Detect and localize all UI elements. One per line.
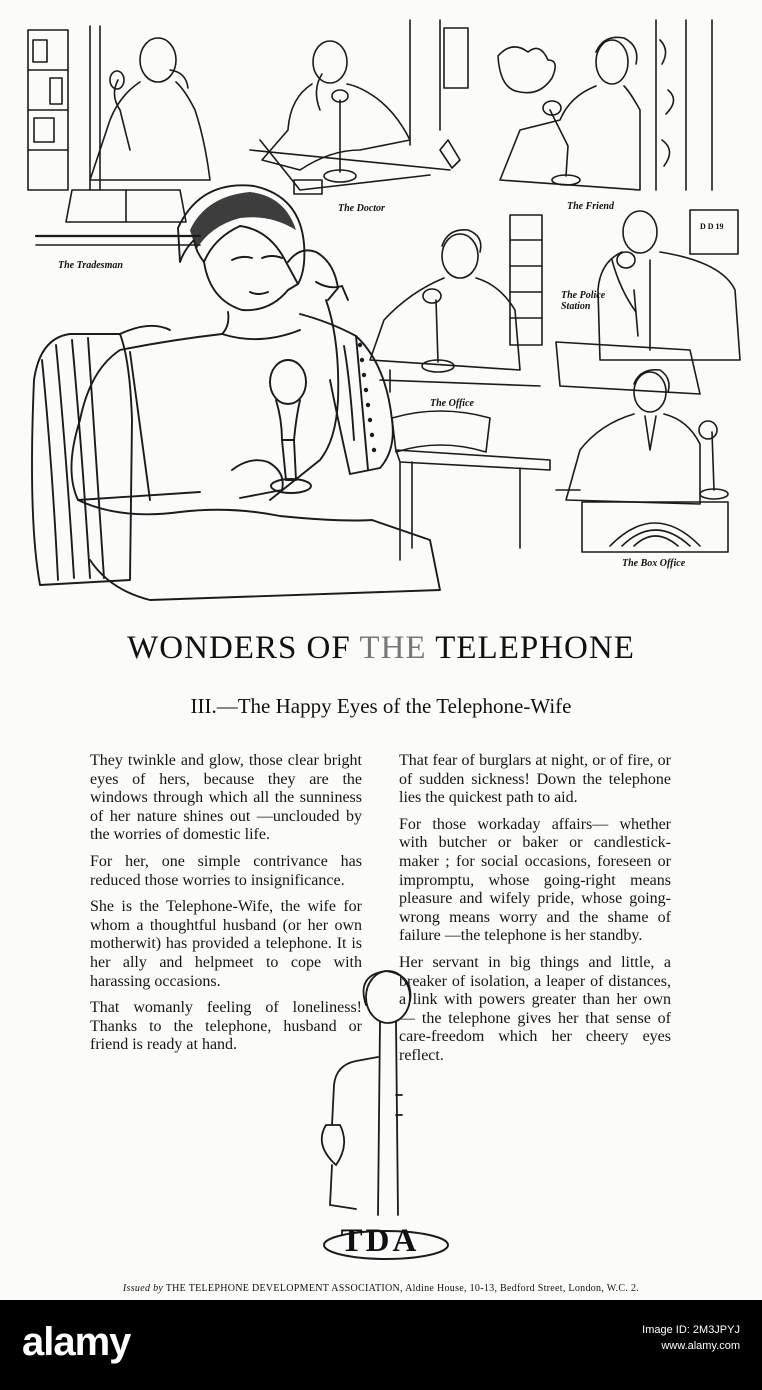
footer-issued-by: Issued by xyxy=(122,1283,164,1294)
footer-address: Aldine House, 10-13, Bedford Street, London, W.C. 2. xyxy=(405,1283,640,1294)
doctor-vignette xyxy=(250,20,468,194)
watermark-meta xyxy=(642,1322,740,1354)
right-paragraph: For those workaday affairs— whether with butcher or baker or candlestick-maker ; for social occasions, foreseen or impromptu, whose going-right means pleasure and wifely pride, whose going-wrong means worry and the shame of failure —the telephone is her standby. xyxy=(399,815,671,945)
watermark-site: www.alamy.com xyxy=(661,1340,740,1352)
stock-watermark-band xyxy=(0,1300,762,1390)
right-column xyxy=(399,752,671,1074)
right-paragraph: Her servant in big things and little, a breaker of isolation, a leaper of distances, a link with powers greater than her own — the telephone gives her that sense of care-freedom which her cheery eyes reflect. xyxy=(399,953,671,1064)
alamy-logo: alamy xyxy=(22,1320,131,1364)
office-vignette xyxy=(370,215,550,548)
left-paragraph: For her, one simple contrivance has reduced those worries to insignificance. xyxy=(90,852,362,889)
caption-office: The Office xyxy=(430,398,474,409)
subtitle: III.—The Happy Eyes of the Telephone-Wife xyxy=(190,694,572,718)
tradesman-vignette xyxy=(28,26,210,245)
tda-logo: TDA xyxy=(340,1222,420,1259)
illustration-drawing xyxy=(0,0,762,610)
right-paragraph: That fear of burglars at night, or of fire, or of sudden sickness! Down the telephone lies the quickest path to aid. xyxy=(399,752,671,807)
left-paragraph: She is the Telephone-Wife, the wife for whom a thoughtful husband (or her own motherwit) has provided a telephone. It is her ally and helpmeet to cope with harassing occasions. xyxy=(90,898,362,990)
headline-part-2: THE xyxy=(359,630,427,666)
caption-police-station: The Police Station xyxy=(561,290,606,312)
left-column xyxy=(90,752,362,1063)
image-id-label: Image ID: 2M3JPYJ xyxy=(642,1324,740,1336)
page-title xyxy=(0,630,762,667)
box-office-vignette xyxy=(556,370,728,552)
footer-organisation: THE TELEPHONE DEVELOPMENT ASSOCIATION, xyxy=(163,1283,406,1294)
caption-box-office: The Box Office xyxy=(622,558,686,569)
caption-friend: The Friend xyxy=(567,201,614,212)
headline-part-1: WONDERS OF xyxy=(127,630,360,666)
caption-doctor: The Doctor xyxy=(338,203,385,214)
telephone-illustration xyxy=(0,0,762,610)
telephone-wife-figure xyxy=(32,185,440,600)
left-paragraph: They twinkle and glow, those clear bright eyes of hers, because they are the windows through which all the sunniness of her nature shines out —unclouded by the worries of domestic life. xyxy=(90,752,362,844)
caption-tradesman: The Tradesman xyxy=(58,260,123,271)
friend-vignette xyxy=(498,20,712,190)
calendar-label: D D 19 xyxy=(700,222,724,231)
headline-part-3: TELEPHONE xyxy=(426,630,635,666)
issuer-footer xyxy=(0,1283,762,1294)
left-paragraph: That womanly feeling of loneliness! Thanks to the telephone, husband or friend is ready at hand. xyxy=(90,999,362,1054)
